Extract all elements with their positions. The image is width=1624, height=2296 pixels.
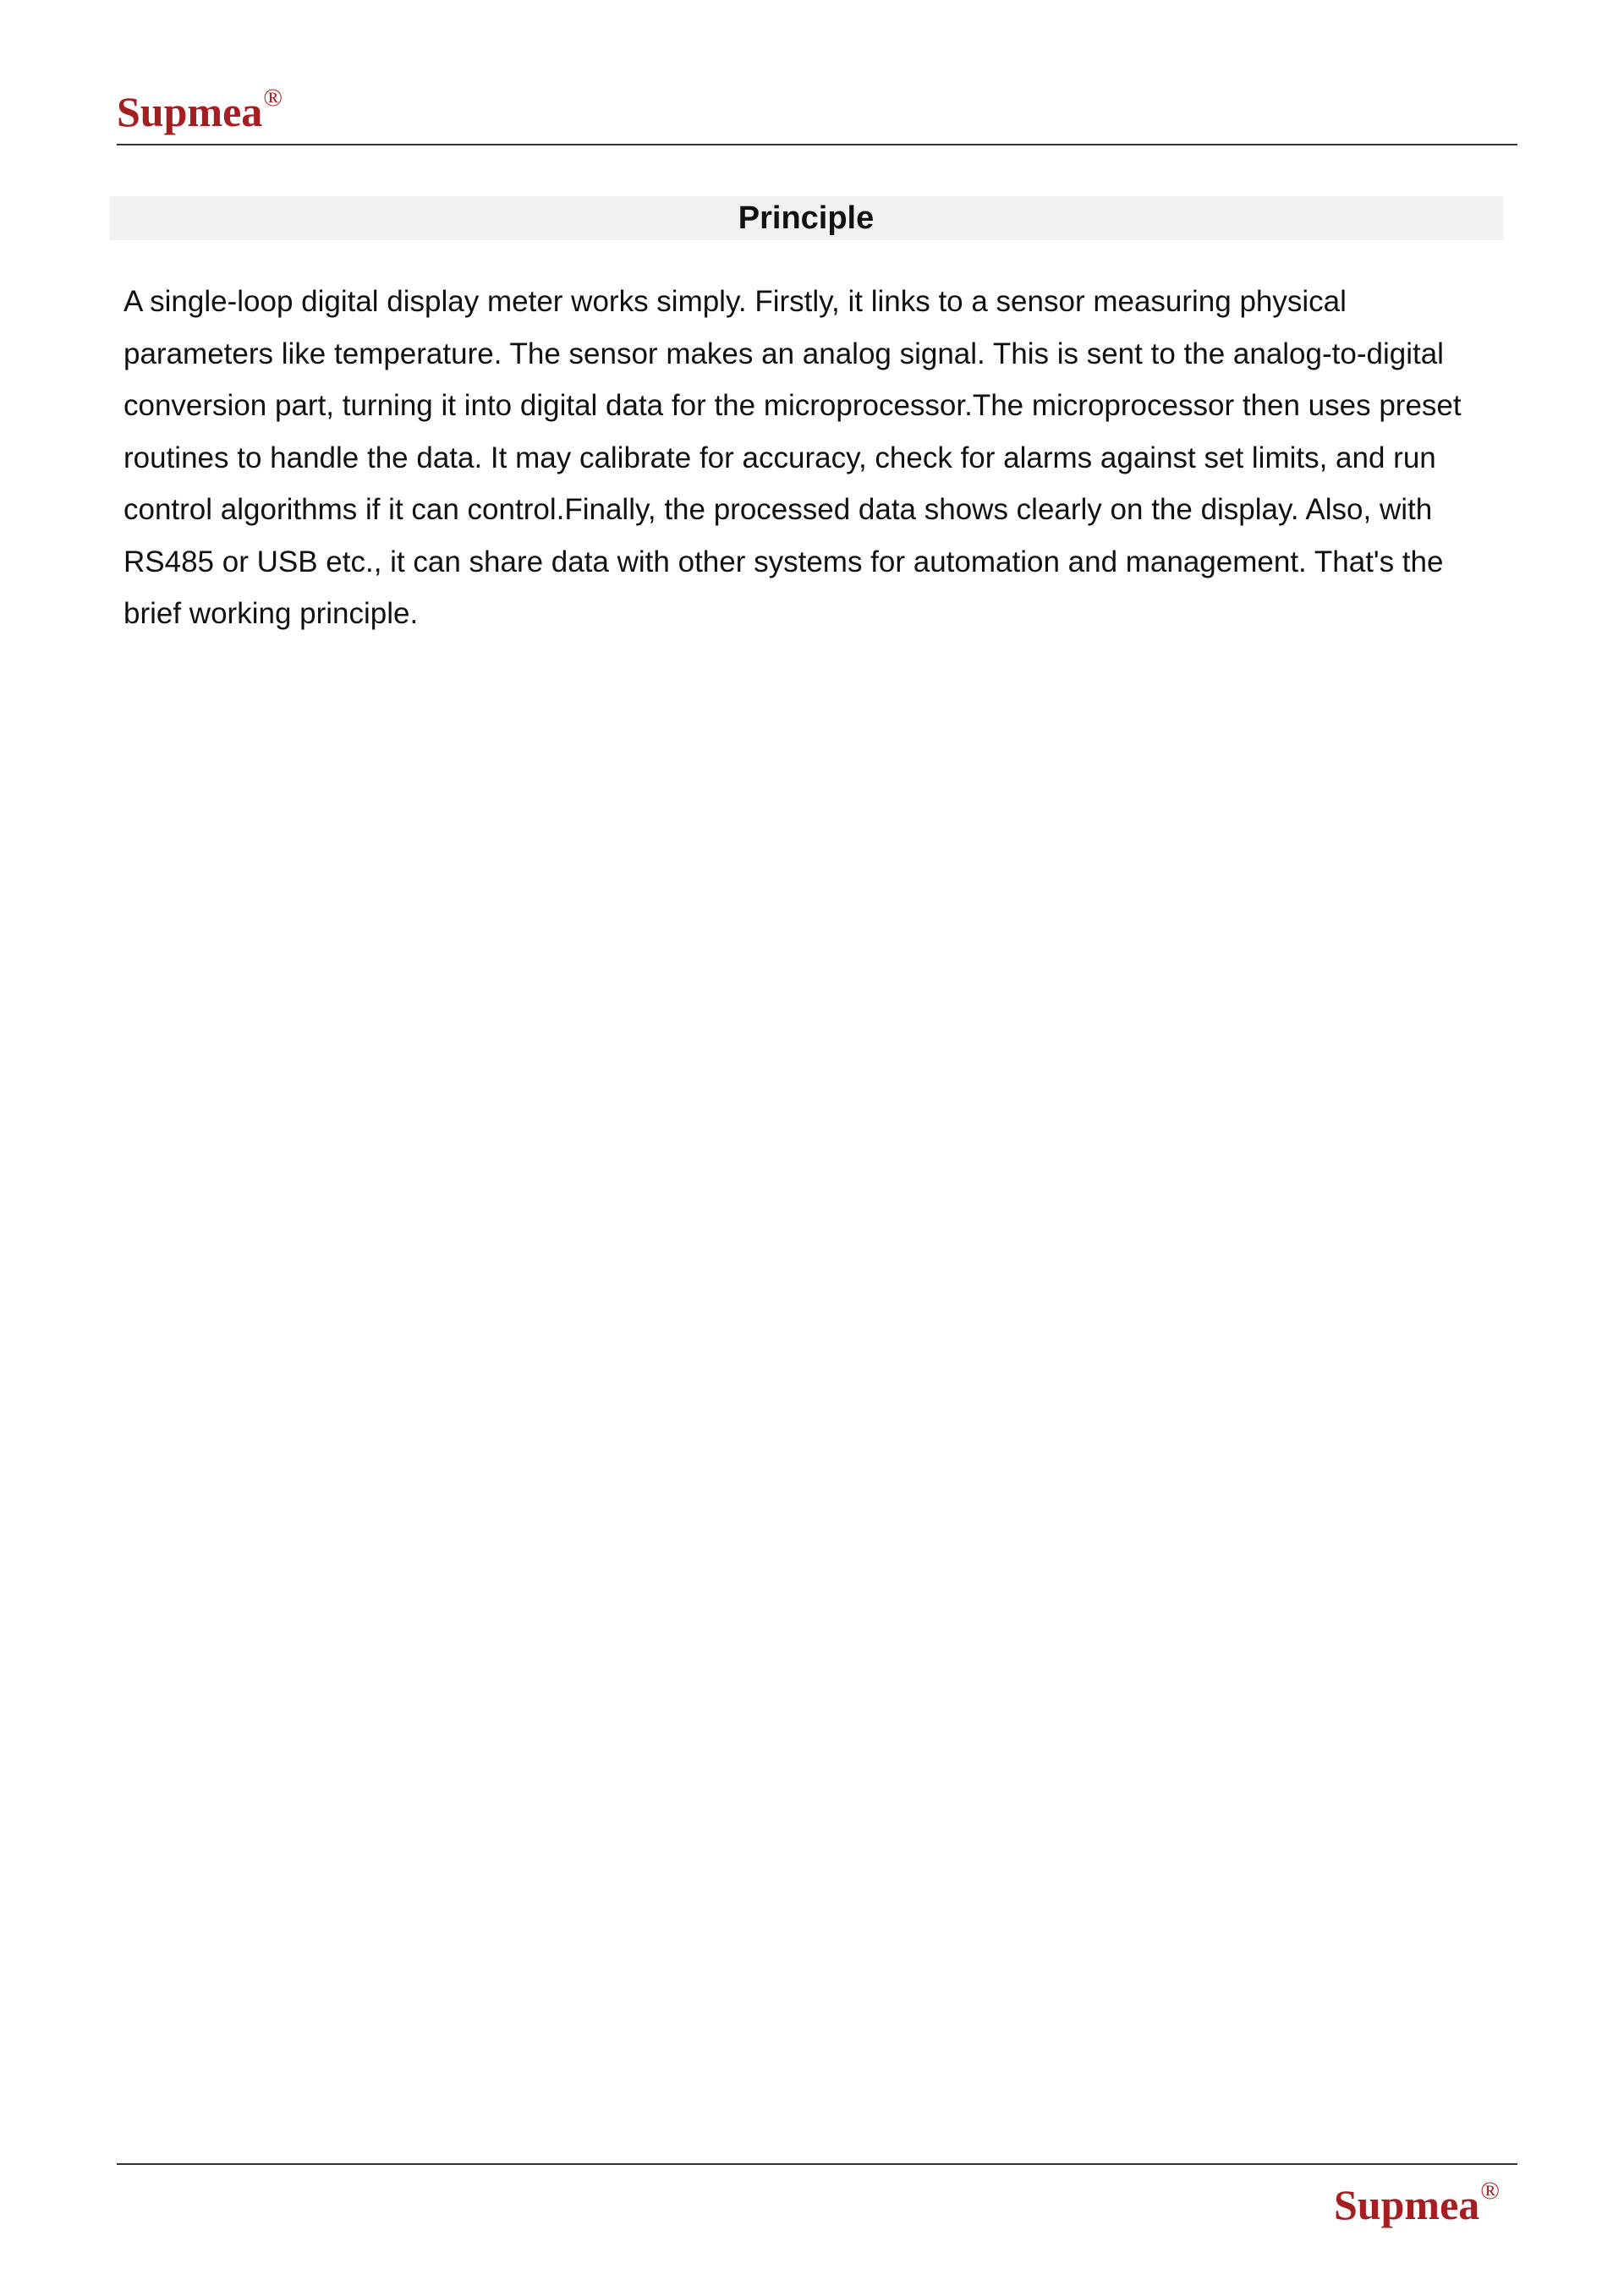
header-logo bbox=[117, 84, 283, 135]
footer-logo bbox=[1334, 2177, 1501, 2228]
footer-divider bbox=[117, 2163, 1517, 2165]
header-logo-text: Supmea bbox=[117, 88, 263, 135]
header-divider bbox=[117, 144, 1517, 145]
section-title: Principle bbox=[738, 200, 875, 236]
footer-logo-text: Supmea bbox=[1334, 2181, 1480, 2228]
principle-paragraph: A single-loop digital display meter works simply. Firstly, it links to a sensor measuring physical parameters like temperature. The sensor makes an analog signal. This is sent to the analog-to-digital conversion part, turning it into digital data for the microprocessor.The microprocessor then uses preset routines to handle the data. It may calibrate for accuracy, check for alarms against set limits, and run control algorithms if it can control.Finally, the processed data shows clearly on the display. Also, with RS485 or USB etc., it can share data with other systems for automation and management. That's the brief working principle. bbox=[123, 285, 1462, 630]
section-header bbox=[109, 196, 1503, 240]
header-registered-mark: ® bbox=[263, 84, 283, 112]
footer-registered-mark: ® bbox=[1480, 2177, 1501, 2205]
